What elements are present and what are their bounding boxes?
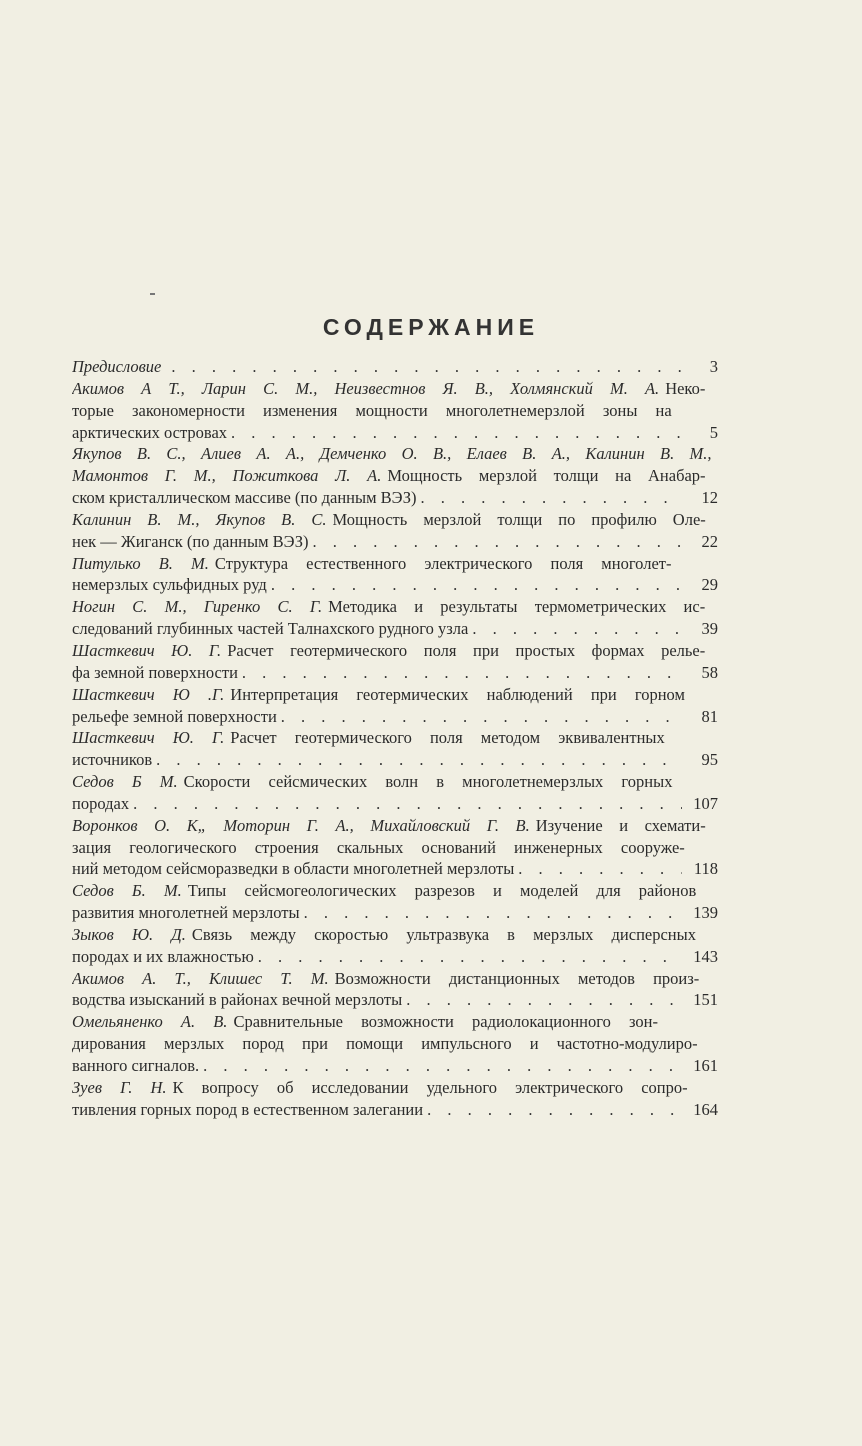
toc-line (72, 946, 718, 968)
toc-line (72, 1055, 718, 1077)
toc-title-text: Мощность мерзлой толщи по профилю Оле- (332, 509, 706, 529)
toc-line (72, 640, 718, 662)
toc-line-text (72, 1055, 199, 1077)
toc-title-text: Скорости сейсмических волн в многолетнемерзлых горных (183, 772, 673, 792)
toc-entry (72, 880, 718, 924)
dot-leader (468, 618, 682, 640)
toc-entry (72, 684, 718, 728)
toc-line-text (72, 924, 696, 946)
toc-authors: Предисловие (72, 357, 162, 376)
toc-title-text: арктических островах (72, 422, 228, 442)
toc-line-text (72, 880, 696, 902)
toc-authors: Акимов А. Т., Клишес Т. М. (72, 968, 329, 988)
toc-line-text (72, 553, 671, 575)
toc-entry (72, 924, 718, 968)
toc-line-text (72, 858, 514, 880)
toc-line (72, 465, 718, 487)
toc-title-text: Типы сейсмогеологических разрезов и моделей для районов (187, 881, 697, 901)
toc-authors: Воронков О. К„ Моторин Г. А., Михайловский Г. В. (72, 815, 530, 835)
toc-title-text: Мощность мерзлой толщи на Анабар- (387, 466, 706, 486)
toc-authors: Шасткевич Ю. Г. (72, 728, 225, 748)
toc-line-text (72, 1077, 688, 1099)
toc-line-text (72, 793, 129, 815)
toc-title-text: Интерпретация геотермических наблюдений при горном (230, 684, 685, 704)
toc-line (72, 400, 718, 422)
toc-title-text: Возможности дистанционных методов произ- (334, 968, 700, 988)
dot-leader (199, 1055, 682, 1077)
toc-line (72, 1077, 718, 1099)
print-mark (150, 293, 155, 295)
toc-title-text: торые закономерности изменения мощности многолетнемерзлой зоны на (72, 400, 672, 420)
dot-leader (402, 989, 682, 1011)
toc-title-text: следований глубинных частей Талнахского рудного узла (72, 619, 469, 639)
toc-title-text: ний методом сейсморазведки в области многолетней мерзлоты (72, 859, 515, 879)
dot-leader (423, 1099, 682, 1121)
dot-leader (129, 793, 682, 815)
toc-line-text (72, 596, 705, 618)
toc-line (72, 858, 718, 880)
toc-authors: Акимов А Т., Ларин С. М., Неизвестнов Я. В., Холмянский М. А. (72, 378, 660, 398)
toc-line-text (72, 989, 402, 1011)
toc-line-text (72, 815, 706, 837)
toc-line-text (72, 684, 685, 706)
toc-title-text: фа земной поверхности (72, 662, 238, 682)
toc-title-text: нек — Жиганск (по данным ВЭЗ) (72, 531, 309, 551)
dot-leader (152, 749, 682, 771)
toc-line (72, 662, 718, 684)
toc-title-text: породах и их влажностью (72, 946, 254, 966)
toc-line-text (72, 1011, 658, 1033)
toc-line (72, 989, 718, 1011)
toc-line (72, 1033, 718, 1055)
toc-title-text: Неко- (665, 378, 706, 398)
toc-title-text: Расчет геотермического поля при простых формах релье- (227, 640, 706, 660)
toc-line (72, 487, 718, 509)
toc-authors: Питулько В. М. (72, 553, 209, 573)
page-number: 58 (701, 662, 718, 682)
toc-line-text (72, 749, 152, 771)
toc-line-text (72, 618, 468, 640)
page-number: 39 (701, 619, 718, 639)
toc-line (72, 924, 718, 946)
toc-entry (72, 553, 718, 597)
toc-entry (72, 1077, 718, 1121)
page-number: 12 (701, 488, 718, 508)
toc-title-text: Связь между скоростью ультразвука в мерзлых дисперсных (191, 924, 696, 944)
page-title: СОДЕРЖАНИЕ (322, 314, 540, 340)
toc-line-text (72, 1099, 423, 1121)
toc-title-text: дирования мерзлых пород при помощи импульсного и частотно-модулиро- (72, 1034, 698, 1054)
toc-line (72, 968, 718, 990)
toc-line (72, 684, 718, 706)
toc-entry (72, 640, 718, 684)
toc-line (72, 378, 718, 400)
toc-title-text: ванного сигналов. (72, 1056, 200, 1075)
toc-entry (72, 1011, 718, 1077)
toc-line-text (72, 771, 672, 793)
toc-line-text (72, 531, 309, 553)
toc-line-text (72, 946, 254, 968)
dot-leader (514, 858, 682, 880)
toc-line-text (72, 727, 665, 749)
toc-line-text (72, 487, 417, 509)
dot-leader (254, 946, 682, 968)
page-number: 107 (693, 793, 718, 813)
page-number: 118 (693, 859, 718, 879)
toc-title-text: Методика и результаты термометрических ис- (328, 597, 706, 617)
toc-line-text (72, 574, 267, 596)
toc-authors: Зуев Г. Н. (72, 1077, 167, 1097)
toc-line-text (72, 968, 699, 990)
toc-line-text (72, 706, 277, 728)
page-number: 5 (709, 422, 718, 442)
page-number: 143 (693, 946, 718, 966)
toc-line-text (72, 422, 227, 444)
toc-line-text (72, 509, 706, 531)
toc-line (72, 706, 718, 728)
toc-line-text (72, 400, 672, 422)
toc-line-text (72, 640, 705, 662)
toc-title-text: водства изысканий в районах вечной мерзлоты (72, 990, 403, 1010)
dot-leader (167, 356, 682, 378)
toc-authors: Шасткевич Ю .Г. (72, 684, 225, 704)
toc-entry (72, 509, 718, 553)
toc-title-text: ском кристаллическом массиве (по данным ВЭЗ) (72, 488, 417, 508)
toc-authors: Мамонтов Г. М., Пожиткова Л. А. (72, 466, 382, 486)
toc-entry (72, 968, 718, 1012)
toc-line (72, 1011, 718, 1033)
page-number: 161 (693, 1056, 718, 1075)
toc-title-text: зация геологического строения скальных оснований инженерных сооруже- (72, 837, 685, 857)
page-number: 81 (701, 706, 718, 726)
toc-line (72, 596, 718, 618)
toc-entry (72, 596, 718, 640)
toc-line-text (72, 902, 300, 924)
page-number: 95 (701, 750, 718, 770)
toc-authors: Ногин С. М., Гиренко С. Г. (72, 597, 323, 617)
toc-authors: Шасткевич Ю. Г. (72, 640, 222, 660)
toc-line-text (72, 443, 718, 465)
toc-authors: Калинин В. М., Якупов В. С. (72, 509, 327, 529)
toc-title-text: развития многолетней мерзлоты (72, 903, 300, 923)
toc-line (72, 837, 718, 859)
dot-leader (227, 422, 682, 444)
toc-title-text: Расчет геотермического поля методом эквивалентных (230, 728, 665, 748)
dot-leader (300, 902, 682, 924)
toc-title-text: породах (72, 793, 130, 813)
page-number: 164 (693, 1099, 718, 1119)
toc-line-text (72, 662, 238, 684)
page-number: 22 (701, 531, 718, 551)
toc-authors: Якупов В. С., Алиев А. А., Демченко О. В., Елаев В. А., Калинин В. М., (72, 444, 712, 464)
toc-authors: Омельяненко А. В. (72, 1012, 228, 1032)
toc-entry (72, 727, 718, 771)
toc-line-text (72, 378, 705, 400)
toc-line-text (72, 356, 167, 378)
toc-line (72, 815, 718, 837)
toc-title-text: рельефе земной поверхности (72, 706, 277, 726)
toc-line (72, 422, 718, 444)
toc-line (72, 793, 718, 815)
toc-entry (72, 356, 718, 378)
toc-line-text (72, 837, 685, 859)
toc-line-text (72, 465, 706, 487)
toc-title-text: К вопросу об исследовании удельного электрического сопро- (172, 1077, 688, 1097)
dot-leader (417, 487, 682, 509)
dot-leader (267, 574, 682, 596)
toc-line (72, 356, 718, 378)
toc-line (72, 902, 718, 924)
dot-leader (238, 662, 682, 684)
toc-title-text: Изучение и схемати- (535, 815, 706, 835)
dot-leader (309, 531, 682, 553)
toc-title-text: немерзлых сульфидных руд (72, 575, 267, 595)
toc-line (72, 1099, 718, 1121)
dot-leader (277, 706, 682, 728)
toc-line (72, 574, 718, 596)
toc-line (72, 509, 718, 531)
table-of-contents (72, 356, 718, 1121)
toc-authors: Зыков Ю. Д. (72, 924, 186, 944)
toc-entry (72, 815, 718, 881)
toc-entry (72, 771, 718, 815)
page-number: 151 (693, 990, 718, 1010)
toc-authors: Седов Б М. (72, 772, 178, 792)
toc-entry (72, 443, 718, 509)
toc-line-text (72, 1033, 698, 1055)
toc-title-text: Сравнительные возможности радиолокационного зон- (233, 1012, 658, 1032)
toc-line (72, 443, 718, 465)
toc-line (72, 531, 718, 553)
toc-line (72, 727, 718, 749)
toc-line (72, 771, 718, 793)
toc-authors: Седов Б. М. (72, 881, 182, 901)
toc-title-text: источников (72, 750, 153, 770)
toc-line (72, 618, 718, 640)
page-number: 29 (701, 575, 718, 595)
toc-line (72, 749, 718, 771)
toc-line (72, 880, 718, 902)
page-number: 3 (709, 357, 718, 376)
toc-title-text: тивления горных пород в естественном залегании (72, 1099, 424, 1119)
toc-line (72, 553, 718, 575)
toc-entry (72, 378, 718, 444)
toc-title-text: Структура естественного электрического поля многолет- (214, 553, 672, 573)
page-number: 139 (693, 903, 718, 923)
